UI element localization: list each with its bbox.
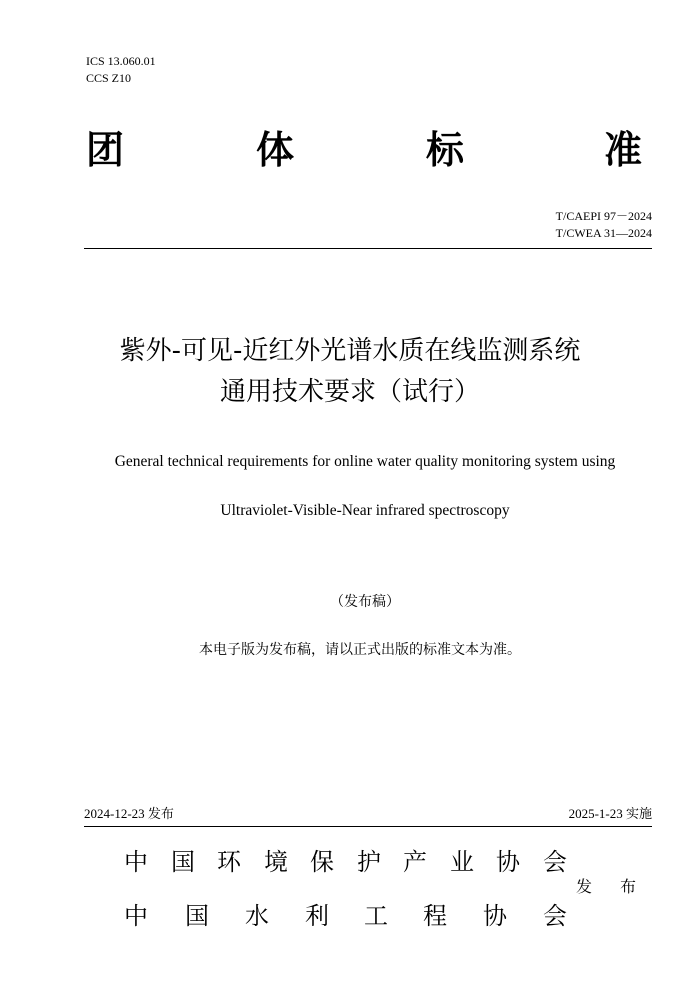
standard-type-char: 体 — [256, 128, 295, 172]
publish-label-char: 布 — [620, 877, 637, 896]
organization-char: 保 — [310, 848, 334, 876]
organization-char: 中 — [124, 848, 148, 876]
organization-char: 国 — [171, 848, 195, 876]
organization-char: 会 — [543, 848, 567, 876]
organization-cwea — [0, 900, 700, 936]
publish-label-char: 发 — [576, 877, 593, 896]
ics-code: ICS 13.060.01 — [86, 54, 156, 68]
implementation-date: 2025-1-23 实施 — [568, 806, 652, 821]
organization-char: 产 — [403, 848, 427, 876]
issue-date: 2024-12-23 发布 — [84, 806, 174, 821]
standard-type-char: 准 — [604, 128, 643, 172]
organization-char: 协 — [483, 902, 507, 930]
title-chinese-line-2: 通用技术要求（试行） — [219, 377, 480, 407]
organization-char: 协 — [496, 848, 520, 876]
electronic-version-notice: 本电子版为发布稿，请以正式出版的标准文本为准。 — [199, 642, 521, 658]
organization-char: 业 — [450, 848, 474, 876]
organization-char: 程 — [423, 902, 447, 930]
organization-char: 工 — [364, 902, 388, 930]
footer-divider — [84, 826, 652, 827]
organization-caepi — [0, 846, 700, 882]
standard-type-char: 标 — [426, 128, 465, 172]
organization-char: 护 — [357, 848, 381, 876]
organization-char: 水 — [245, 902, 269, 930]
organization-char: 利 — [305, 902, 329, 930]
standard-type-char: 团 — [86, 128, 125, 172]
draft-status: （发布稿） — [330, 594, 400, 610]
ccs-code: CCS Z10 — [86, 71, 132, 85]
organization-char: 国 — [185, 902, 209, 930]
standard-number-caepi: T/CAEPI 97－2024 — [555, 209, 652, 223]
organization-char: 会 — [543, 902, 567, 930]
title-english-line-2: Ultraviolet-Visible-Near infrared spectroscopy — [220, 502, 510, 519]
organization-char: 环 — [217, 848, 241, 876]
organization-char: 中 — [124, 902, 148, 930]
title-english-line-1: General technical requirements for online water quality monitoring system using — [114, 453, 616, 470]
header-divider — [84, 248, 652, 249]
organization-char: 境 — [264, 848, 288, 876]
title-chinese-line-1: 紫外-可见-近红外光谱水质在线监测系统 — [119, 336, 581, 366]
standard-number-cwea: T/CWEA 31—2024 — [555, 226, 652, 240]
